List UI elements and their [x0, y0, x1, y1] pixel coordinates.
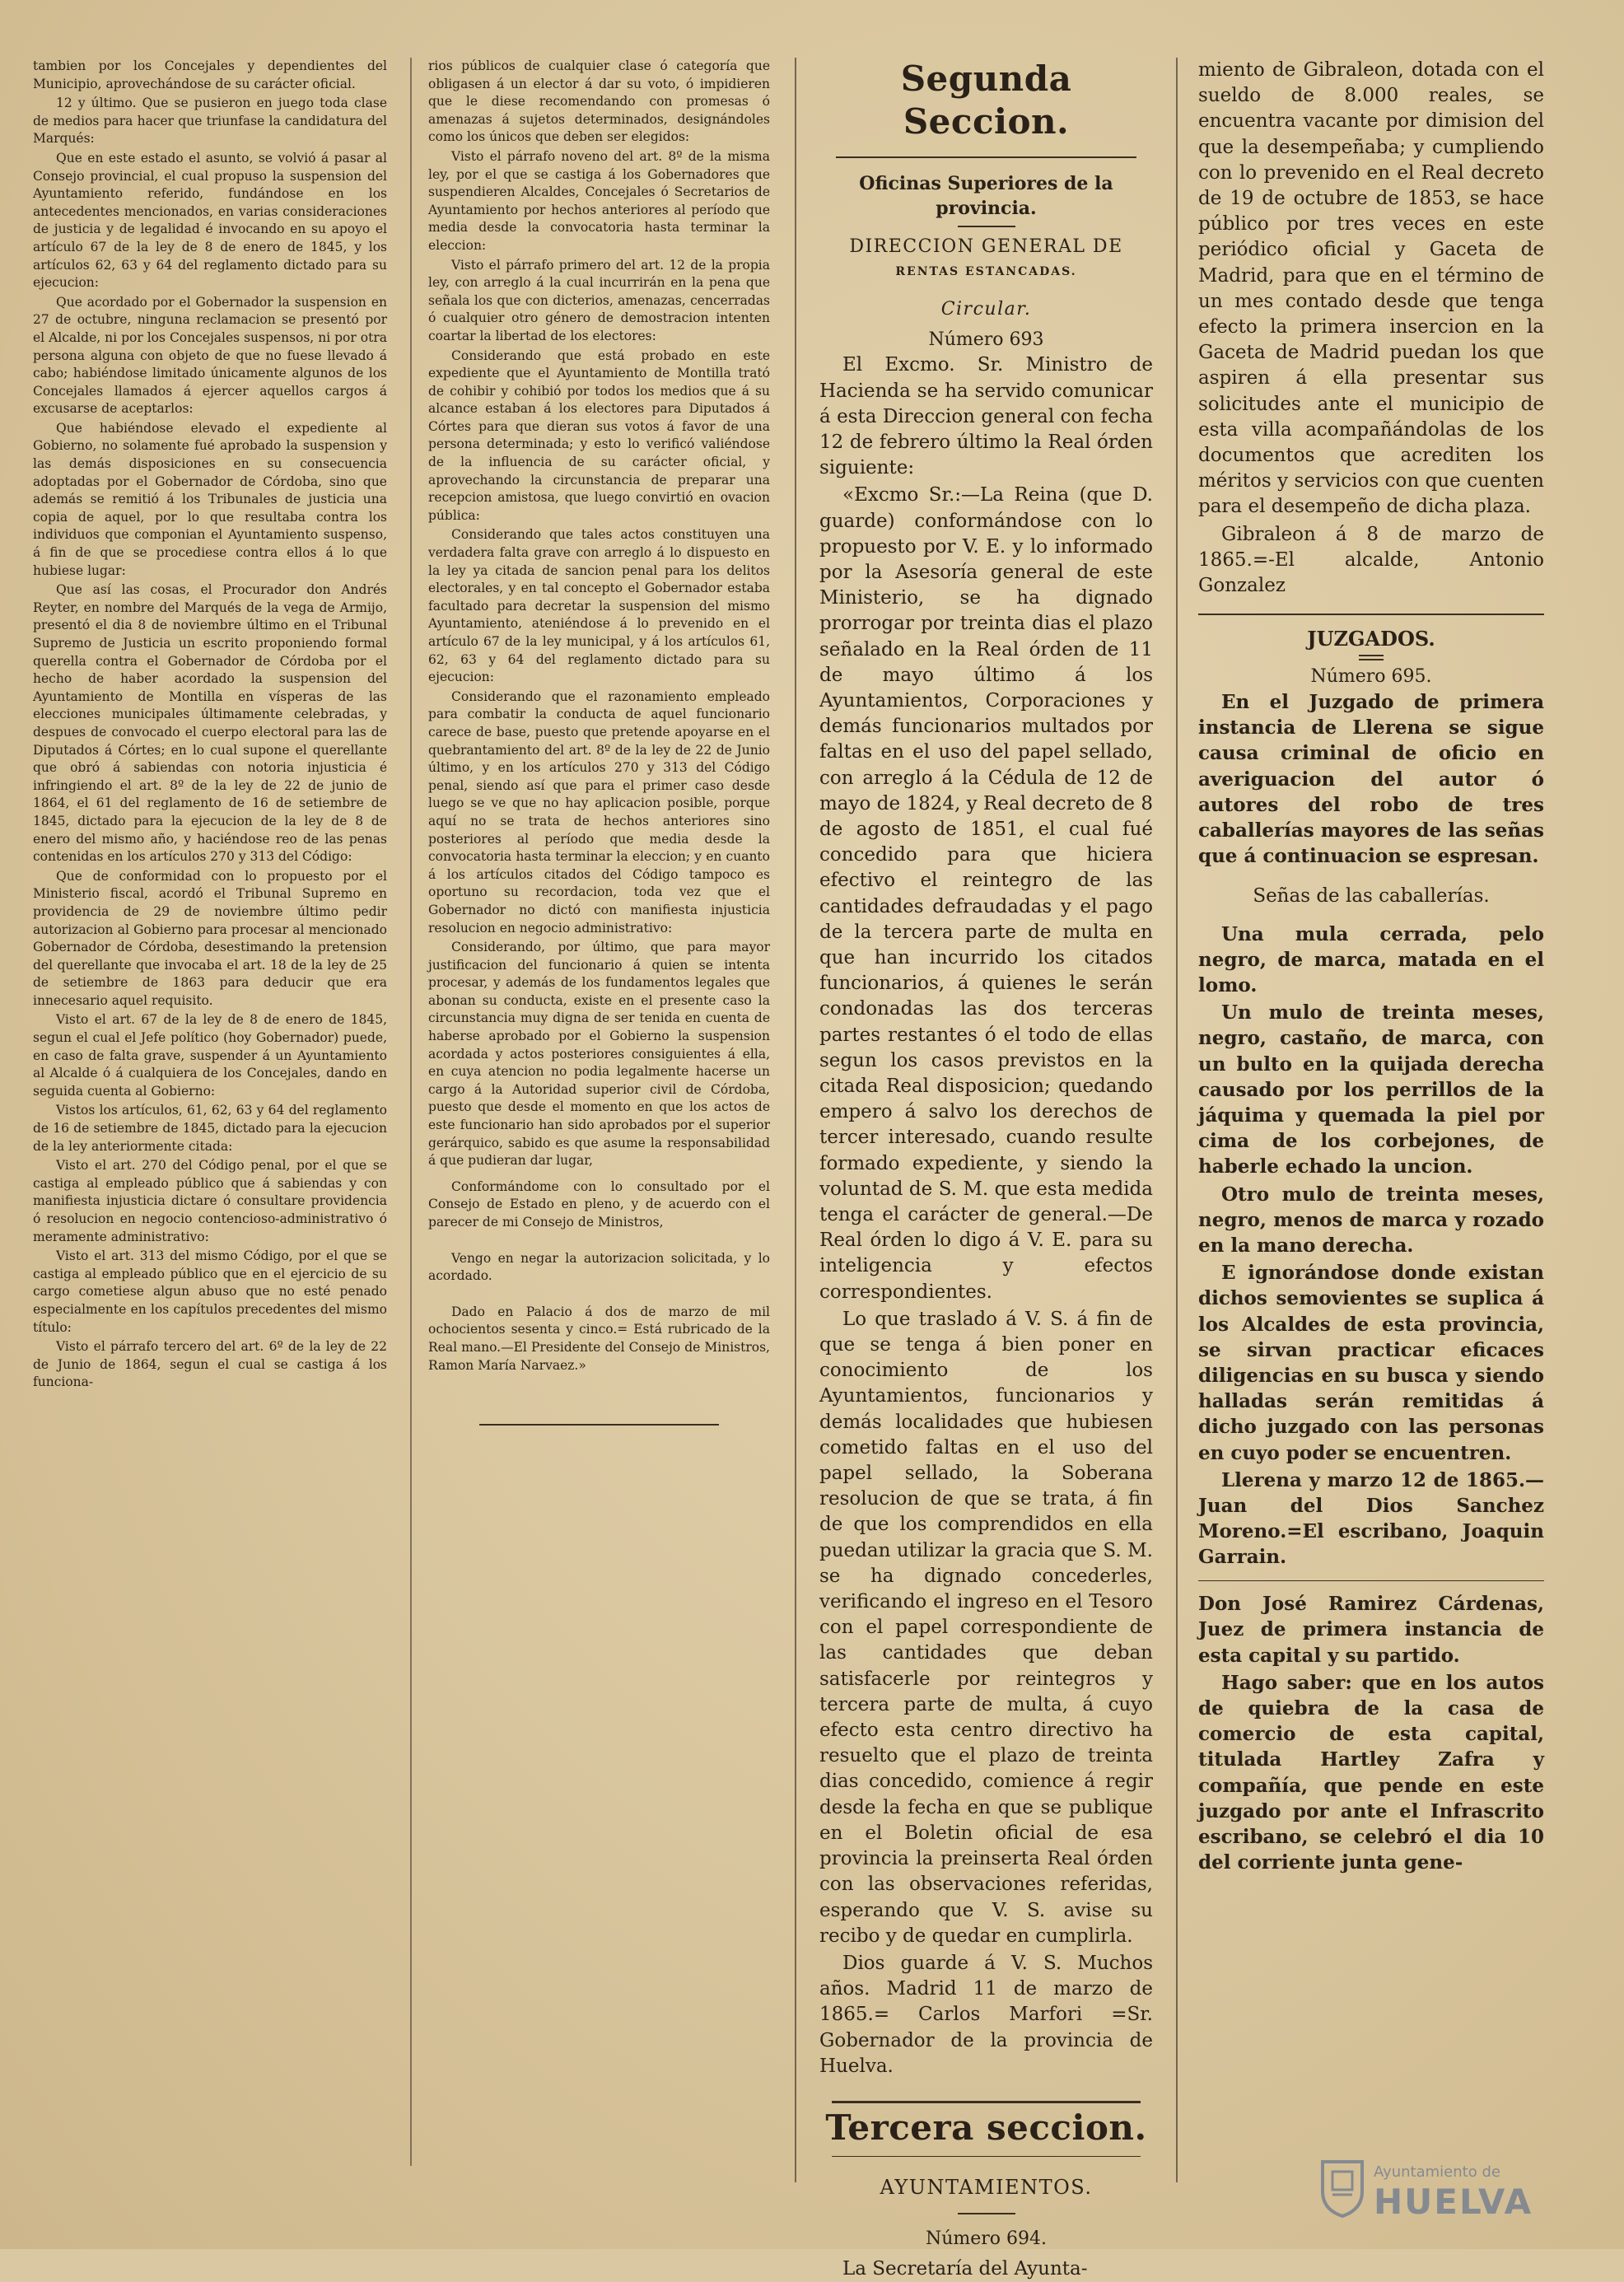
section-rule	[832, 2101, 1141, 2103]
paragraph: miento de Gibraleon, dotada con el sueldo de 8.000 reales, se encuentra vacante por dimision del que la desempeñaba; y cumpliendo con lo prevenido en el Real decreto de 19 de octubre de 1853, se hace público por tres veces en este periódico oficial y Gaceta de Madrid, para que en el término de un mes contado desde que tenga efecto la primera insercion en la Gaceta de Madrid puedan los que aspiren á ella presentar sus solicitudes ante el municipio de esta villa acompañándolas de los documentos que acrediten los méritos y servicios con que cuenten para el desempeño de dicha plaza.	[1198, 59, 1544, 518]
divider	[958, 226, 1015, 227]
paragraph: Don José Ramirez Cárdenas, Juez de primera instancia de esta capital y su partido.	[1198, 1593, 1544, 1667]
paragraph: Considerando que tales actos constituyen una verdadera falta grave con arreglo á lo dispuesto en la ley ya citada de sancion penal para los delitos electorales, y en tal concepto el Gobernador estaba facultado para decretar la suspension del mismo Ayuntamiento, ateniéndose á lo prevenido en el artículo 67 de la ley municipal, y á los artículos 61, 62, 63 y 64 del reglamento dictado para su ejecucion:	[428, 527, 770, 685]
paragraph: Vistos los artículos, 61, 62, 63 y 64 del reglamento de 16 de setiembre de 1845, dictado para la ejecucion de la ley anteriormente citada:	[33, 1103, 387, 1154]
paragraph: Visto el art. 270 del Código penal, por el que se castiga al empleado público que á sabiendas y con manifiesta injusticia dictare ó consultare providencia ó resolucion en negocio contencioso-administrativo ó meramente administrativo:	[33, 1158, 387, 1244]
paragraph: Que así las cosas, el Procurador don Andrés Reyter, en nombre del Marqués de la vega de Armijo, presentó el dia 8 de noviembre último en el Tribunal Supremo de Justicia un escrito proponiendo formal querella contra el Gobernador de Córdoba por el hecho de haber acordado la suspension del Ayuntamiento de Montilla en vísperas de las elecciones municipales últimamente celebradas, y despues de convocado el cuerpo electoral para las de Diputados á Córtes; en lo cual supone el querellante que obró á sabiendas con notoria injusticia é infringiendo el art. 8º de la ley de 22 de junio de 1864, el 61 del reglamento de 16 de setiembre de 1845, dictado para la ejecucion de la ley de 8 de enero del mismo año, y haciéndose reo de las penas contenidas en los artículos 270 y 313 del Código:	[33, 582, 387, 865]
paragraph: Dado en Palacio á dos de marzo de mil ochocientos sesenta y cinco.= Está rubricado de la Real mano.—El Presidente del Consejo de Ministros, Ramon María Narvaez.»	[428, 1304, 770, 1373]
paragraph: La Secretaría del Ayunta-	[842, 2257, 1088, 2280]
paragraph: El Excmo. Sr. Ministro de Hacienda se ha servido comunicar á esta Direccion general con fecha 12 de febrero último la Real órden siguiente:	[819, 354, 1153, 479]
section-rule	[832, 2156, 1141, 2158]
paragraph: Que de conformidad con lo propuesto por el Ministerio fiscal, acordó el Tribunal Supremo en providencia de 29 de noviembre último pedir autorizacion al Gobierno para procesar al mencionado Gobernador de Córdoba, desestimando la pretension del querellante que invocaba el art. 18 de la ley de 25 de setiembre de 1863 para deducir que era innecesario aquel requisito.	[33, 868, 387, 1008]
paragraph: Visto el párrafo primero del art. 12 de la propia ley, con arreglo á la cual incurrirán en la pena que señala los que con dicterios, amenazas, cencerradas ó cualquier otro género de demostracion intenten coartar la libertad de los electores:	[428, 257, 770, 343]
paragraph: tambien por los Concejales y dependientes del Municipio, aprovechándose de su carácter oficial.	[33, 58, 387, 91]
juzgados-heading: JUZGADOS.	[1307, 626, 1435, 651]
paragraph: Que habiéndose elevado el expediente al Gobierno, no solamente fué aprobado la suspension y las demás disposiciones en su consecuencia adoptadas por el Gobernador de Córdoba, sino que además se remitió á los Tribunales de justicia una copia de aquel, por lo que resultaba contra los individuos que componian el Ayuntamiento suspenso, á fin de que se procediese contra ellos á lo que hubiese lugar:	[33, 420, 387, 578]
paragraph: Que acordado por el Gobernador la suspension en 27 de octubre, ninguna reclamacion se presentó por el Alcalde, ni por los Concejales suspensos, ni por otra persona alguna con objeto de que no fuese llevado á cabo; habiéndose limitado únicamente algunos de los Concejales llamados á ejercer aquellos cargos á excusarse de aceptarlos:	[33, 294, 387, 417]
subsection-title: Oficinas Superiores de la provincia.	[859, 172, 1113, 219]
section-rule	[836, 156, 1136, 158]
paragraph: «Excmo Sr.:—La Reina (que D. guarde) conformándose con lo propuesto por V. E. y lo informado por la Asesoría general de este Ministerio, se ha dignado prorrogar por treinta dias el plazo señalado en la Real órden de 11 de mayo último á los Ayuntamientos, Corporaciones y demás funcionarios multados por faltas en el uso del papel sellado, con arreglo á la Cédula de 12 de mayo de 1824, y Real decreto de 8 de agosto de 1851, el cual fué concedido para que hiciera efectivo el reintegro de las cantidades defraudadas y el pago de la tercera parte de multa en que han incurrido los citados funcionarios, á quienes le serán condonadas las dos terceras partes restantes ó el todo de ellas segun los casos previstos en la citada Real disposicion; quedando empero á salvo los derechos de tercer interesado, cuando resulte formado expediente, y siendo la voluntad de S. M. que esta medida tenga el carácter de general.—De Real órden lo digo á V. E. para su inteligencia y efectos correspondientes.	[819, 484, 1153, 1303]
paragraph: Otro mulo de treinta meses, negro, menos de marca y rozado en la mano derecha.	[1198, 1183, 1544, 1258]
paragraph: Hago saber: que en los autos de quiebra de la casa de comercio de esta capital, titulada Hartley Zafra y compañía, que pende en este juzgado por ante el Infrascrito escribano, se celebró el dia 10 del corriente junta gene-	[1198, 1671, 1544, 1874]
city-shield-icon	[1319, 2158, 1365, 2218]
paragraph: Llerena y marzo 12 de 1865.—Juan del Dios Sanchez Moreno.=El escribano, Joaquin Garrain.	[1198, 1468, 1544, 1569]
section-title: Segunda Seccion.	[900, 58, 1072, 142]
number-label: Número 695.	[1310, 665, 1432, 687]
column-rule	[795, 58, 796, 2182]
paragraph: Que en este estado el asunto, se volvió á pasar al Consejo provincial, el cual propuso la suspension del Ayuntamiento referido, fundándose en los antecedentes mencionados, en varias consideraciones de justicia y de legalidad é invocando en su apoyo el artículo 67 de la ley de 8 de enero de 1845, y los artículos 62, 63 y 64 del reglamento dictado para su ejecucion:	[33, 150, 387, 291]
paragraph: Un mulo de treinta meses, negro, castaño, de marca, con un bulto en la quijada derecha causado por los perrillos de la jáquima y quemada la piel por cima de los corbejones, de haberle echado la uncion.	[1198, 1001, 1544, 1178]
watermark-line2: HUELVA	[1374, 2182, 1533, 2222]
column-3	[819, 58, 1153, 2280]
ayuntamientos-heading: AYUNTAMIENTOS.	[880, 2176, 1093, 2200]
paragraph: Lo que traslado á V. S. á fin de que se tenga á bien poner en conocimiento de los Ayuntamientos, funcionarios y demás localidades que hubiesen cometido faltas en el uso del papel sellado, la Soberana resolucion de que se trata, á fin de que los comprendidos en ella puedan utilizar la gracia que S. M. se ha dignado concederles, verificando el ingreso en el Tesoro con el papel correspondiente de las cantidades que deban satisfacerle por reintegros y tercera parte de multa, á cuyo efecto esta centro directivo ha resuelto que el plazo de treinta dias concedido, comience á regir desde la fecha en que se publique en el Boletin oficial de esa provincia la preinserta Real órden con las observaciones referidas, esperando que V. S. avise su recibo y de quedar en cumplirla.	[819, 1308, 1153, 1947]
column-rule	[410, 58, 412, 2166]
paragraph: Visto el párrafo noveno del art. 8º de la misma ley, por el que se castiga á los Gobernadores que suspendieren Alcaldes, Concejales ó Secretarios de Ayuntamiento por hechos anteriores al período que media desde la convocatoria hasta terminar la eleccion:	[428, 148, 770, 253]
column-rule	[1176, 58, 1178, 2182]
section-rule	[1198, 614, 1544, 615]
paragraph: Dios guarde á V. S. Muchos años. Madrid 11 de marzo de 1865.= Carlos Marfori =Sr. Gobernador de la provincia de Huelva.	[819, 1952, 1153, 2077]
paragraph: Gibraleon á 8 de marzo de 1865.=-El alcalde, Antonio Gonzalez	[1198, 523, 1544, 597]
number-label: Número 693	[928, 329, 1044, 351]
watermark	[1319, 2158, 1591, 2224]
column-4	[1198, 58, 1544, 2232]
paragraph: 12 y último. Que se pusieron en juego toda clase de medios para hacer que triunfase la candidatura del Marqués:	[33, 96, 387, 147]
paragraph: rios públicos de cualquier clase ó categoría que obligasen á un elector á dar su voto, ó impidieren que le diese recomendando con promesas ó amenazas á sujetos determinados, designándoles como los únicos que deben ser elegidos:	[428, 58, 770, 145]
paragraph: Vengo en negar la autorizacion solicitada, y lo acordado.	[428, 1250, 770, 1284]
paragraph: Visto el art. 67 de la ley de 8 de enero de 1845, segun el cual el Jefe político (hoy Gobernador) puede, en caso de falta grave, suspender á un Ayuntamiento al Alcalde ó á cualquiera de los Concejales, dando en seguida cuenta al Gobierno:	[33, 1012, 387, 1099]
paragraph: Considerando, por último, que para mayor justificacion del funcionario á quien se intenta procesar, y además de los fundamentos legales que abonan su conducta, existe en el presente caso la circunstancia muy digna de ser tenida en cuenta de haberse aprobado por el Gobierno la suspension acordada y actos posteriores consiguientes á ella, en cuya atencion no podia legalmente hacerse un cargo á la Autoridad superior civil de Córdoba, puesto que desde el momento en que los actos de este funcionario han sido aprobados por el superior gerárquico, sabido es que asume la responsabilidad á que pudieran dar lugar,	[428, 940, 770, 1169]
paragraph: En el Juzgado de primera instancia de Llerena se sigue causa criminal de oficio en averiguacion del autor ó autores del robo de tres caballerías mayores de las señas que á continuacion se espresan.	[1198, 690, 1544, 868]
divider	[958, 2213, 1015, 2214]
paragraph: Visto el párrafo tercero del art. 6º de la ley de 22 de Junio de 1864, segun el cual se castiga á los funciona-	[33, 1339, 387, 1390]
senas-heading: Señas de las caballerías.	[1253, 885, 1490, 908]
divider	[1359, 655, 1384, 660]
section-title-tercera: Tercera seccion.	[825, 2107, 1147, 2148]
number-label: Número 694.	[925, 2228, 1048, 2249]
paragraph: Conformándome con lo consultado por el Consejo de Estado en pleno, y de acuerdo con el parecer de mi Consejo de Ministros,	[428, 1178, 770, 1230]
paragraph: Una mula cerrada, pelo negro, de marca, matada en el lomo.	[1198, 922, 1544, 996]
paragraph: Considerando que el razonamiento empleado para combatir la conducta de aquel funcionario carece de base, puesto que pretende apoyarse en el quebrantamiento del art. 8º de la ley de 22 de Junio último, y en los artículos 270 y 313 del Código penal, siendo así que para el primer caso desde luego se ve que no hay aplicacion posible, porque aquí no se trata de hechos anteriores sino posteriores al período que media desde la convocatoria hasta terminar la eleccion; y en cuanto á los artículos citados del Código tampoco es oportuno su recordacion, toda vez que el Gobernador no dictó con manifiesta injusticia resolucion en negocio administrativo:	[428, 688, 770, 936]
watermark-line1: Ayuntamiento de	[1374, 2163, 1500, 2181]
paragraph: Visto el art. 313 del mismo Código, por el que se castiga al empleado público que en el ejercicio de su cargo cometiese algun abuso que no esté penado especialmente en los capítulos precedentes del mismo título:	[33, 1248, 387, 1335]
direccion-heading: DIRECCION GENERAL DE	[849, 236, 1123, 257]
circular-heading: Circular.	[940, 298, 1032, 320]
column-2	[428, 58, 770, 2018]
end-rule	[479, 1424, 719, 1426]
paragraph: E ignorándose donde existan dichos semovientes se suplica á los Alcaldes de esta provincia, se sirvan practicar eficaces diligencias en su busca y siendo halladas serán remitidas á dicho juzgado con las personas en cuyo poder se encuentren.	[1198, 1262, 1544, 1464]
section-rule	[1198, 1580, 1544, 1582]
column-1	[33, 58, 387, 2215]
paragraph: Considerando que está probado en este expediente que el Ayuntamiento de Montilla trató de cohibir y cohibió por todos los medios que á su alcance estaban á los electores para Diputados á Córtes para que dieran sus votos á favor de una persona determinada; y esto lo verificó valiéndose de la influencia de su carácter oficial, y aprovechando la circunstancia de preparar una recepcion amistosa, que luego convirtió en ovacion pública:	[428, 348, 770, 523]
direccion-subheading: RENTAS ESTANCADAS.	[895, 264, 1077, 278]
